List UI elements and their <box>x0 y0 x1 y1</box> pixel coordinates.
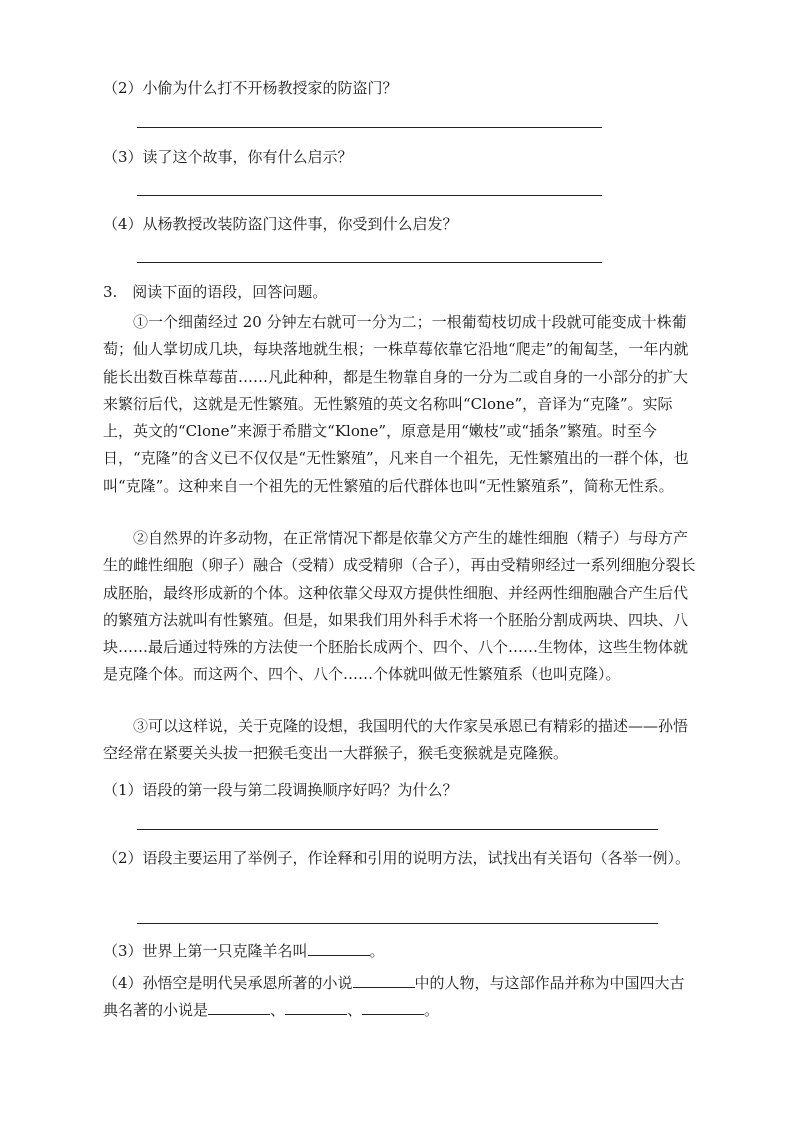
question-3-4-mid: 中的人物，与这部作品并称为中国四大古典名著的小说是 <box>103 974 685 1020</box>
paragraph-2: ②自然界的许多动物，在正常情况下都是依靠父方产生的雄性细胞（精子）与母方产生的雌性细胞（卵子）融合（受精）成受精卵（合子），再由受精卵经过一系列细胞分裂长成胚胎，最终形成新的个体。这种依靠父母双方提供性细胞、并经两性细胞融合产生后代的繁殖方法就叫有性繁殖。但是，如果我们用外科手术将一个胚胎分割成两块、四块、八块……最后通过特殊的方法使一个胚胎长成两个、四个、八个……生物体，这些生物体就是克隆个体。而这两个、四个、八个……个体就叫做无性繁殖系（也叫克隆）。 <box>103 529 696 684</box>
question-3-4-text: （4）孙悟空是明代吴承恩所著的小说 <box>103 974 353 992</box>
blank-classic-3[interactable] <box>362 1013 424 1015</box>
question-3-3 <box>103 940 385 961</box>
blank-classic-1[interactable] <box>208 1013 270 1015</box>
answer-line-2-4[interactable] <box>137 262 602 263</box>
question-3-4-end: 。 <box>424 1001 440 1020</box>
blank-novel-name[interactable] <box>353 986 415 988</box>
paragraph-3: ③可以这样说，关于克隆的设想，我国明代的大作家吴承恩已有精彩的描述——孙悟空经常在紧要关头拔一把猴毛变出一大群猴子，猴毛变猴就是克隆猴。 <box>103 717 689 763</box>
blank-classic-2[interactable] <box>285 1013 347 1015</box>
answer-line-2-3[interactable] <box>137 195 602 196</box>
question-2-3: （3）读了这个故事，你有什么启示？ <box>103 148 353 166</box>
question-3-4 <box>103 970 697 1025</box>
question-3-3-end: 。 <box>369 942 385 960</box>
answer-line-2-2[interactable] <box>137 127 602 128</box>
answer-line-3-1[interactable] <box>137 829 658 830</box>
answer-line-3-2[interactable] <box>137 923 658 924</box>
question-3-1: （1）语段的第一段与第二段调换顺序好吗？为什么？ <box>103 781 458 799</box>
question-3-3-text: （3）世界上第一只克隆羊名叫 <box>103 942 308 960</box>
question-2-2: （2）小偷为什么打不开杨教授家的防盗门？ <box>103 79 398 97</box>
question-3-2: （2）语段主要运用了举例子，作诠释和引用的说明方法，试找出有关语句（各举一例）。 <box>103 849 691 867</box>
question-2-4: （4）从杨教授改装防盗门这件事，你受到什么启发？ <box>103 215 458 233</box>
blank-clone-sheep-name[interactable] <box>308 954 370 956</box>
section-3-heading: 3. 阅读下面的语段，回答问题。 <box>103 283 328 301</box>
question-3-4-sep1: 、 <box>270 1001 286 1020</box>
paragraph-1: ①一个细菌经过 20 分钟左右就可一分为二；一根葡萄枝切成十段就可能变成十株葡萄；仙人掌切成几块，每块落地就生根；一株草莓依靠它沿地“爬走”的匍匐茎，一年内就能长出数百株草莓苗……凡此种种，都是生物靠自身的一分为二或自身的一小部分的扩大来繁衍后代，这就是无性繁殖。无性繁殖的英文名称叫“Clone”，音译为“克隆”。实际上，英文的“Clone”来源于希腊文“Klone”，原意是用“嫩枝”或“插条”繁殖。时至今日，“克隆”的含义已不仅仅是“无性繁殖”，凡来自一个祖先，无性繁殖出的一群个体，也叫“克隆”。这种来自一个祖先的无性繁殖的后代群体也叫“无性繁殖系”，简称无性系。 <box>103 313 689 495</box>
question-3-4-sep2: 、 <box>347 1001 363 1020</box>
